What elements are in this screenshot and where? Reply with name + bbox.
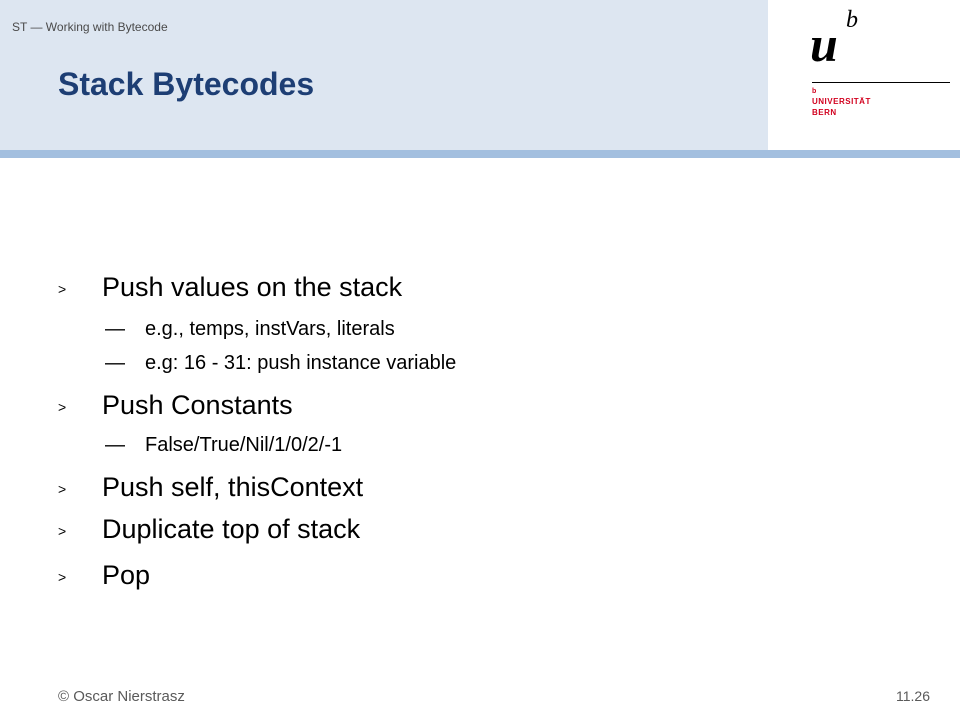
logo-bern: BERN	[812, 108, 837, 117]
bullet-marker: >	[58, 480, 67, 497]
bullet-text: Push Constants	[102, 390, 293, 420]
bullet-item	[58, 272, 402, 303]
bullet-text: Push values on the stack	[102, 272, 403, 302]
sub-bullet-item	[105, 352, 456, 375]
header-rule	[0, 150, 960, 158]
sub-bullet-item	[105, 318, 395, 341]
bullet-marker: >	[58, 280, 67, 297]
sub-bullet-text: e.g: 16 - 31: push instance variable	[145, 352, 457, 374]
logo-b-small: b	[812, 88, 817, 95]
sub-bullet-text: e.g., temps, instVars, literals	[145, 318, 395, 340]
bullet-text: Push self, thisContext	[102, 472, 364, 502]
logo-b-superscript: b	[846, 7, 858, 33]
bullet-item	[58, 472, 363, 503]
slide-title: Stack Bytecodes	[58, 66, 315, 102]
bullet-item	[58, 514, 360, 545]
sub-bullet-marker: —	[105, 434, 125, 456]
bullet-marker: >	[58, 522, 67, 539]
sub-bullet-item	[105, 434, 342, 457]
footer-copyright: © Oscar Nierstrasz	[58, 688, 185, 705]
sub-bullet-text: False/True/Nil/1/0/2/-1	[145, 434, 343, 456]
logo-area	[768, 0, 960, 150]
bullet-text: Pop	[102, 560, 151, 590]
sub-bullet-marker: —	[105, 318, 125, 340]
bullet-item	[58, 390, 293, 421]
bullet-item	[58, 560, 150, 591]
logo-divider	[812, 82, 950, 83]
bullet-text: Duplicate top of stack	[102, 514, 361, 544]
running-head: ST — Working with Bytecode	[12, 20, 168, 34]
logo-universitat: UNIVERSITÄT	[812, 97, 871, 106]
bullet-marker: >	[58, 568, 67, 585]
sub-bullet-marker: —	[105, 352, 125, 374]
footer-page-number: 11.26	[896, 688, 930, 704]
bullet-marker: >	[58, 398, 67, 415]
logo-u-letter: u	[810, 16, 838, 72]
